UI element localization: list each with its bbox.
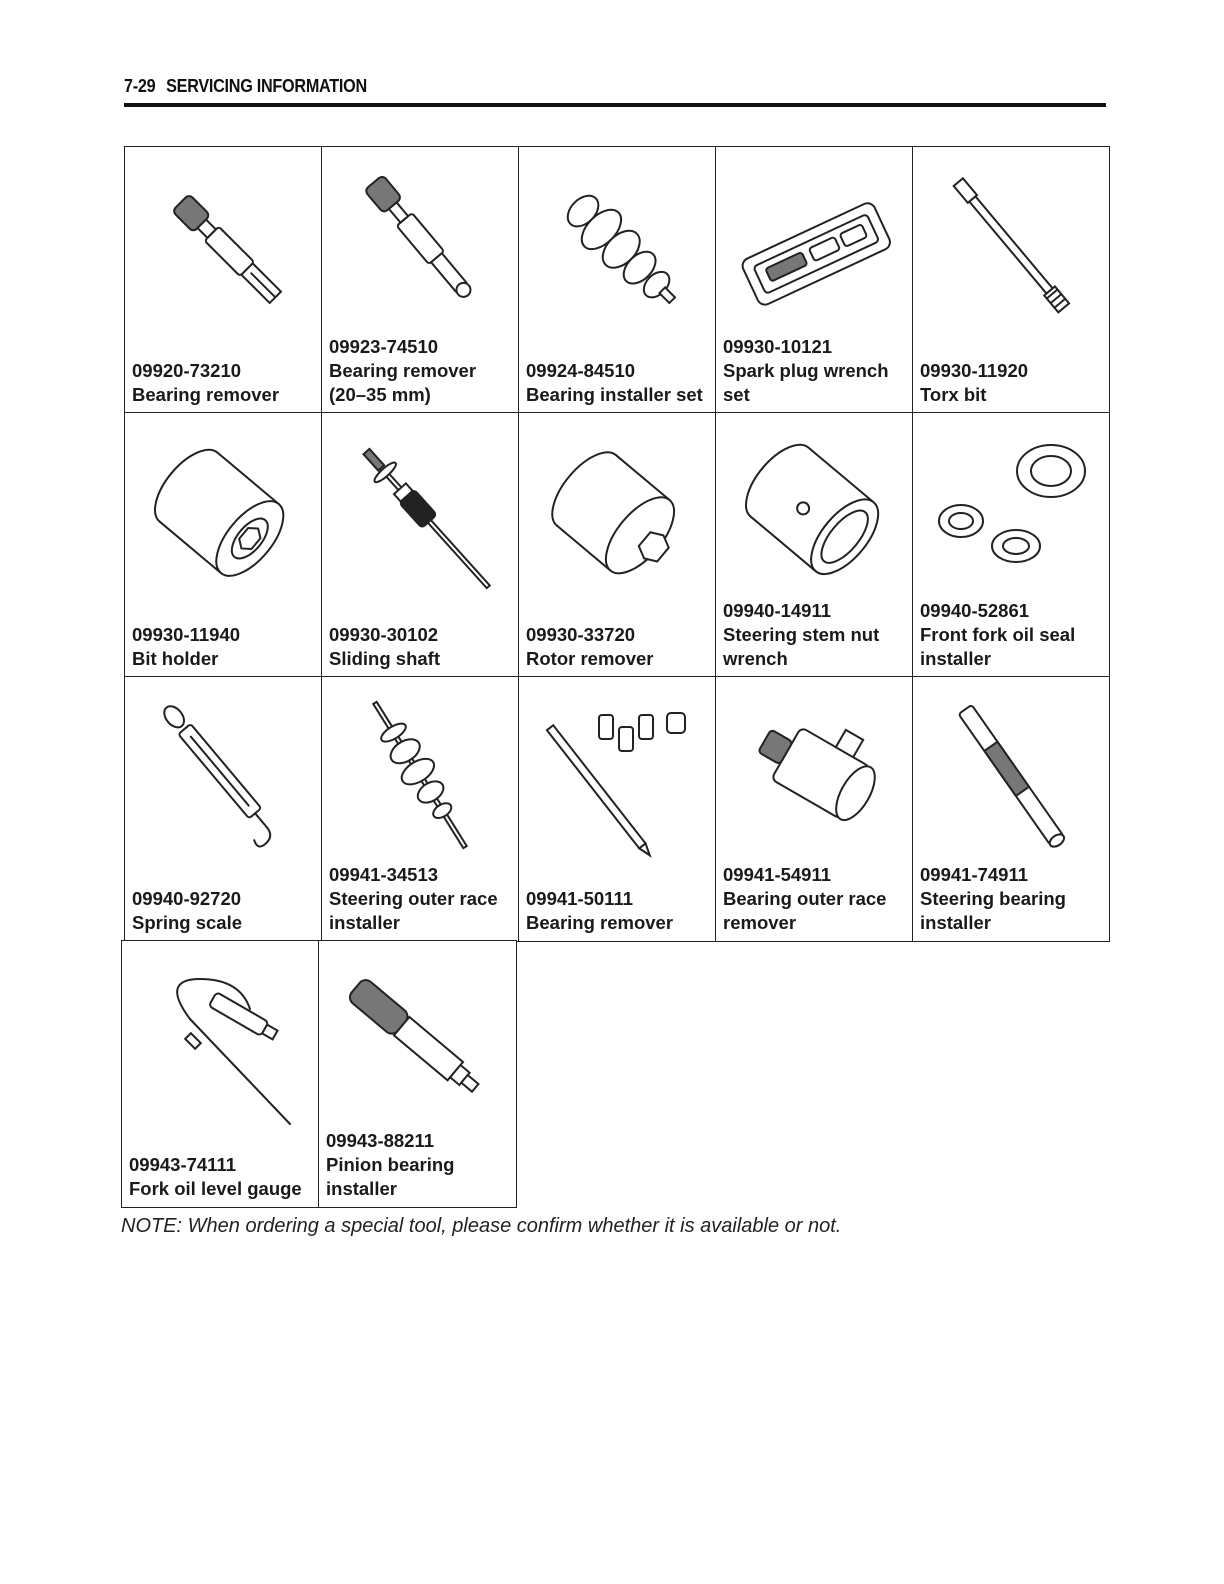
tool-name: installer	[329, 912, 400, 933]
tool-cell	[715, 676, 914, 942]
steering-race-installer-icon	[330, 685, 510, 865]
tool-part-number: 09930-11940	[132, 624, 241, 645]
tool-part-number: 09930-10121	[723, 336, 833, 357]
steering-bearing-installer-icon	[921, 685, 1101, 865]
section-title: SERVICING INFORMATION	[166, 76, 367, 96]
tool-part-number: 09930-11920	[920, 360, 1029, 381]
bearing-remover-set-icon	[527, 685, 707, 865]
tool-cell	[321, 676, 520, 942]
tool-part-number: 09941-34513	[329, 864, 439, 885]
header-rule	[124, 103, 1106, 107]
page-number: 7-29	[124, 76, 156, 96]
tool-name: Pinion bearing	[326, 1154, 455, 1175]
tool-part-number: 09940-14911	[723, 600, 832, 621]
bearing-remover-icon	[330, 155, 510, 335]
tool-name: Spring scale	[132, 912, 243, 933]
tool-name: Bearing remover	[526, 912, 674, 933]
tool-name: Steering stem nut	[723, 624, 880, 645]
tool-part-number: 09930-33720	[526, 624, 636, 645]
tool-name: Bearing outer race	[723, 888, 887, 909]
tool-name: installer	[920, 648, 991, 669]
tool-part-number: 09920-73210	[132, 360, 242, 381]
tool-part-number: 09930-30102	[329, 624, 439, 645]
tool-name: Bearing remover	[132, 384, 280, 405]
tool-name: installer	[326, 1178, 397, 1199]
spark-plug-wrench-set-icon	[724, 155, 904, 335]
tool-cell	[124, 412, 323, 678]
tool-cell	[518, 146, 717, 414]
tool-cell	[912, 412, 1110, 678]
ordering-note: NOTE: When ordering a special tool, please confirm whether it is available or not.	[121, 1215, 842, 1237]
tool-name: Sliding shaft	[329, 648, 440, 669]
tool-cell	[321, 412, 520, 678]
tool-name: Front fork oil seal	[920, 624, 1076, 645]
fork-oil-level-gauge-icon	[130, 949, 310, 1129]
tool-part-number: 09941-54911	[723, 864, 832, 885]
spring-scale-icon	[133, 685, 313, 865]
tool-name: Steering outer race	[329, 888, 498, 909]
pinion-bearing-installer-icon	[327, 949, 507, 1129]
tool-cell	[318, 940, 517, 1208]
page-header	[124, 76, 1106, 97]
tool-part-number: 09923-74510	[329, 336, 439, 357]
rotor-remover-icon	[527, 421, 707, 601]
tool-cell	[912, 676, 1110, 942]
tool-cell	[912, 146, 1110, 414]
tool-name: remover	[723, 912, 797, 933]
outer-race-remover-icon	[724, 685, 904, 865]
torx-bit-icon	[921, 155, 1101, 335]
tool-name: Torx bit	[920, 384, 987, 405]
tool-part-number: 09940-52861	[920, 600, 1030, 621]
tool-cell	[121, 940, 320, 1208]
tool-part-number: 09924-84510	[526, 360, 636, 381]
steering-stem-nut-wrench-icon	[724, 421, 904, 601]
tool-cell	[518, 412, 717, 678]
tool-part-number: 09940-92720	[132, 888, 242, 909]
tool-name: wrench	[723, 648, 788, 669]
tool-name: (20–35 mm)	[329, 384, 431, 405]
bearing-remover-icon	[133, 155, 313, 335]
tool-name: Steering bearing	[920, 888, 1066, 909]
bearing-installer-set-icon	[527, 155, 707, 335]
tool-part-number: 09943-88211	[326, 1130, 435, 1151]
tool-cell	[518, 676, 717, 942]
tool-name: Rotor remover	[526, 648, 654, 669]
tool-name: Bearing installer set	[526, 384, 703, 405]
tool-name: set	[723, 384, 750, 405]
special-tools-table	[124, 146, 1110, 1208]
tool-part-number: 09941-50111	[526, 888, 634, 909]
tool-name: Spark plug wrench	[723, 360, 889, 381]
tool-part-number: 09943-74111	[129, 1154, 237, 1175]
tool-cell	[124, 146, 323, 414]
tool-name: installer	[920, 912, 991, 933]
tool-cell	[715, 146, 914, 414]
tool-cell	[715, 412, 914, 678]
tool-name: Bearing remover	[329, 360, 477, 381]
tool-cell	[124, 676, 323, 942]
bit-holder-icon	[133, 421, 313, 601]
fork-oil-seal-installer-icon	[921, 421, 1101, 601]
tool-name: Fork oil level gauge	[129, 1178, 302, 1199]
tool-part-number: 09941-74911	[920, 864, 1029, 885]
tool-cell	[321, 146, 520, 414]
sliding-shaft-icon	[330, 421, 510, 601]
tool-name: Bit holder	[132, 648, 219, 669]
